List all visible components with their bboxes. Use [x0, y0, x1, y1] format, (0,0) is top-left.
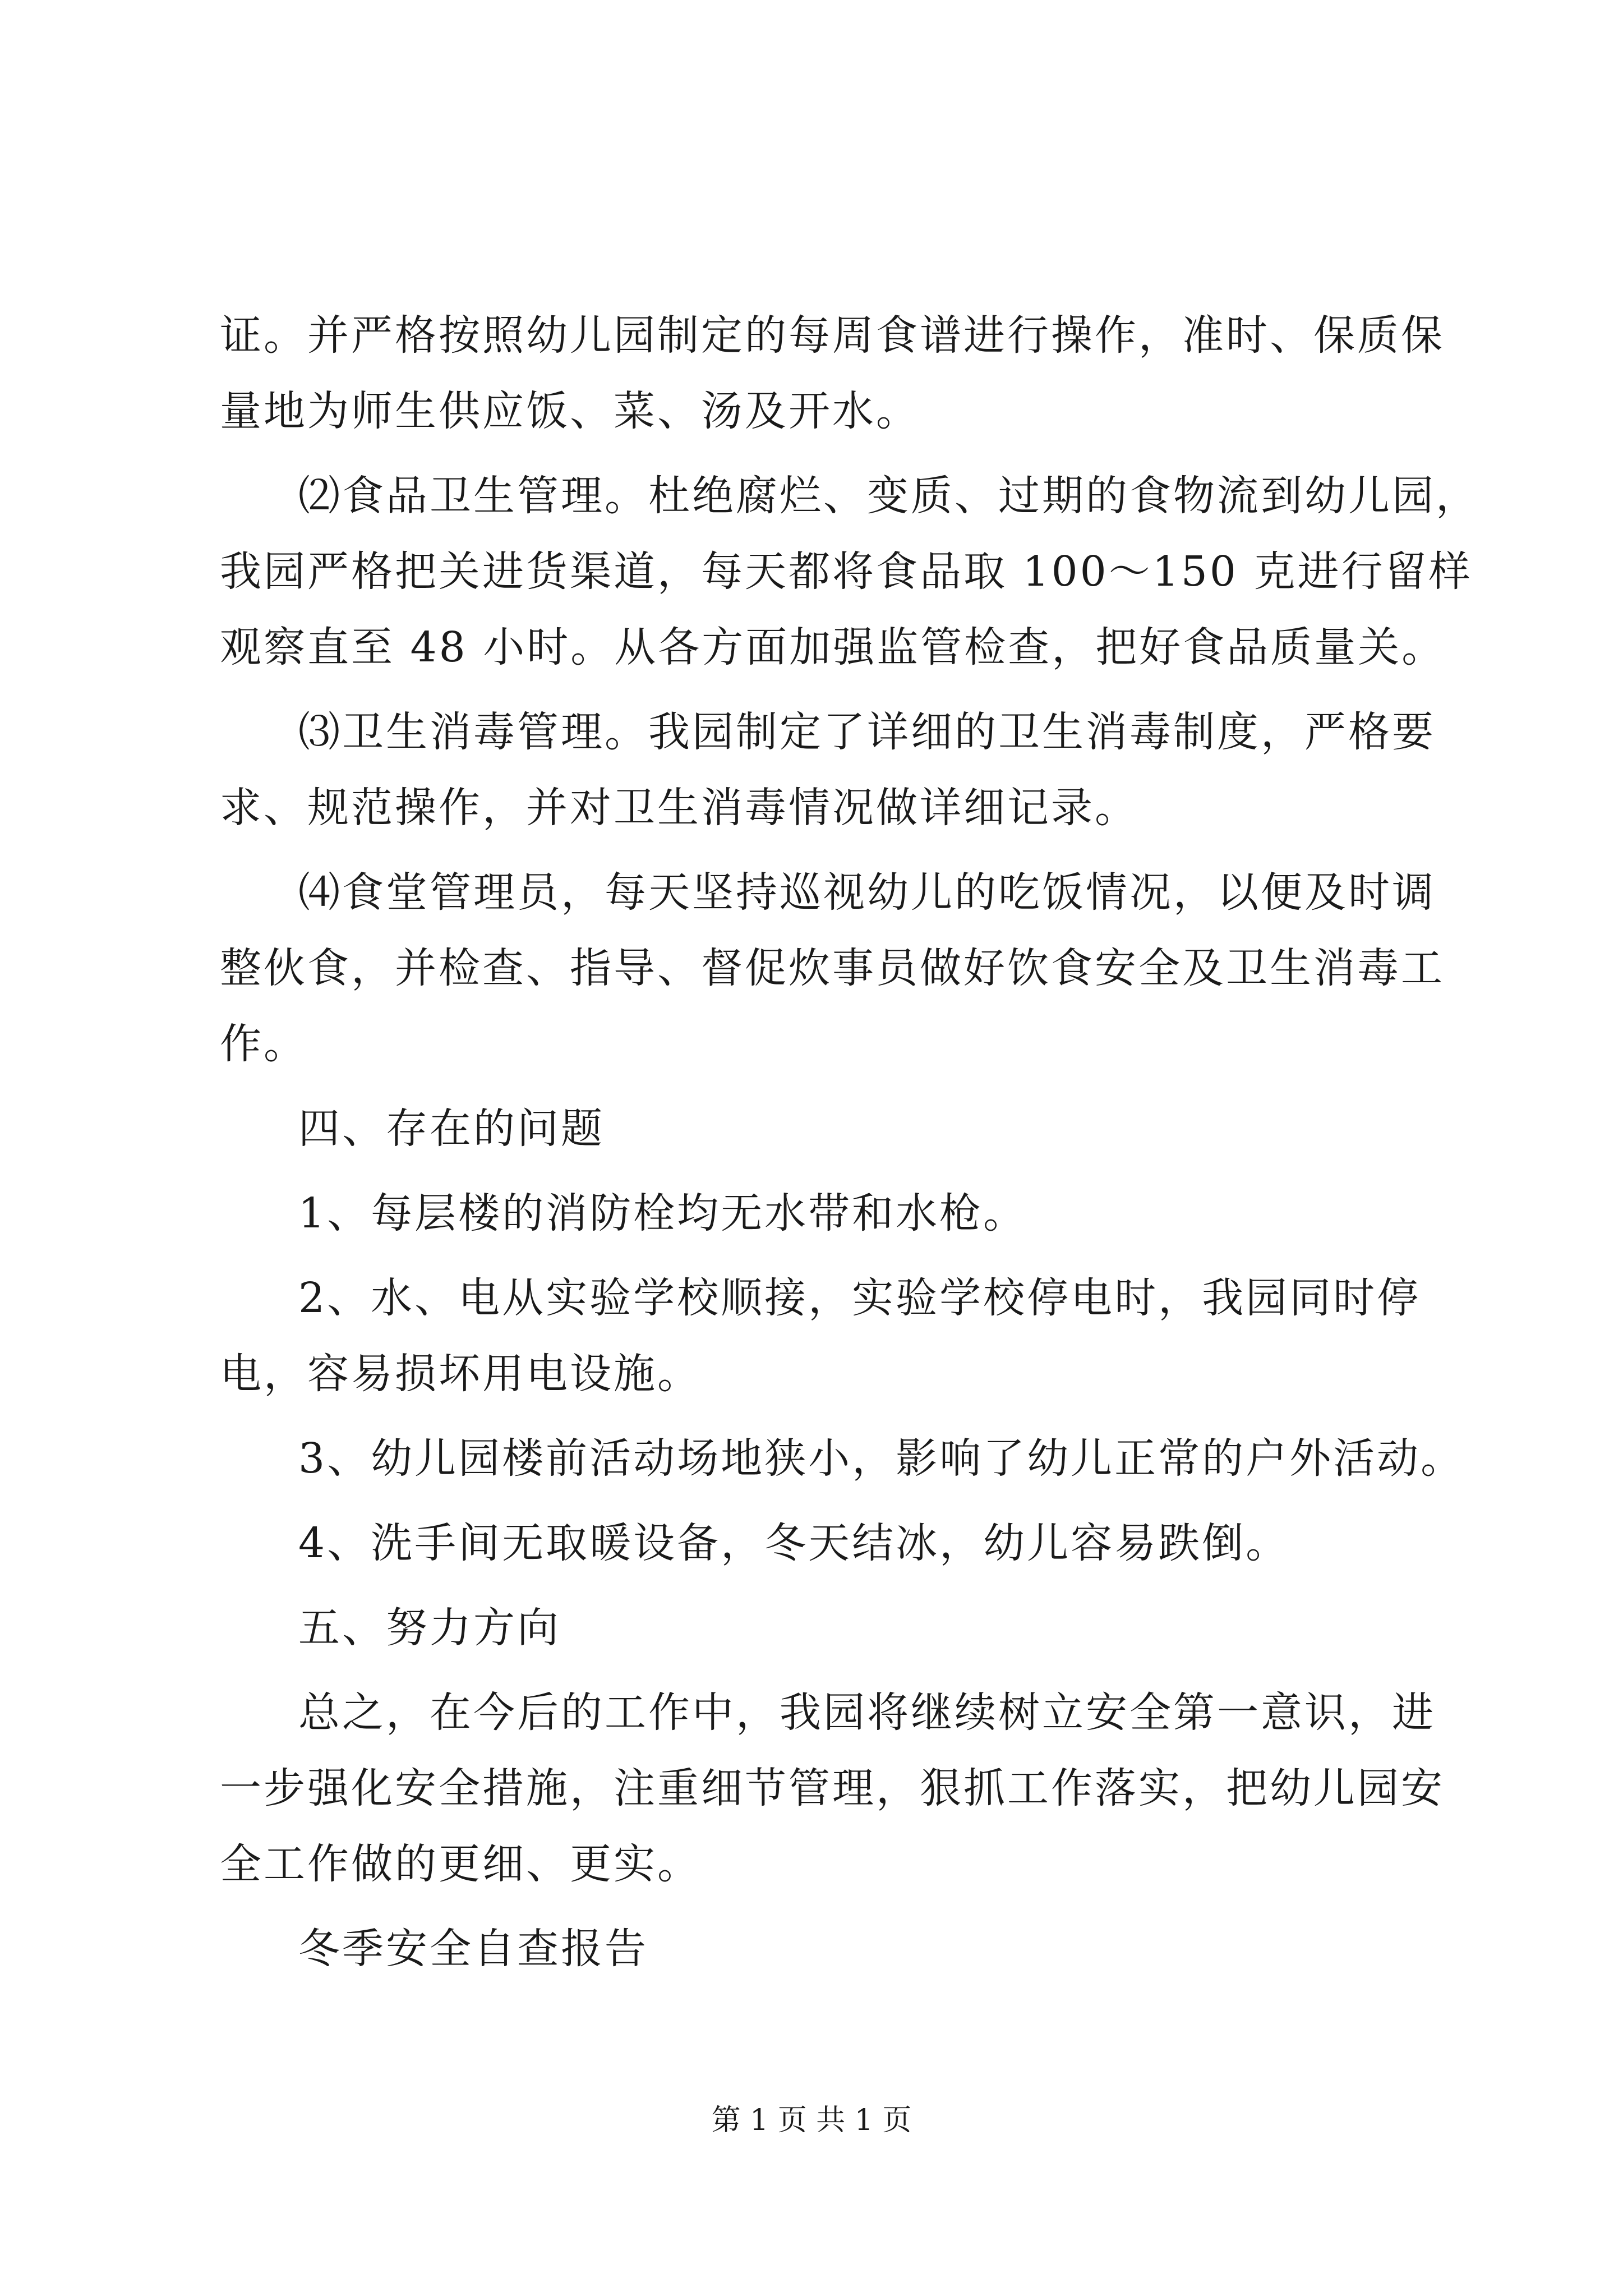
paragraph-line: 总之，在今后的工作中，我园将继续树立安全第一意识，进 [298, 1688, 1436, 1737]
list-item: 3、幼儿园楼前活动场地狭小，影响了幼儿正常的户外活动。 [298, 1434, 1465, 1483]
paragraph-line: 整伙食，并检查、指导、督促炊事员做好饮食安全及卫生消毒工 [220, 944, 1445, 992]
list-item: 1、每层楼的消防栓均无水带和水枪。 [298, 1189, 1027, 1237]
paragraph-line: 观察直至 48 小时。从各方面加强监管检查，把好食品质量关。 [220, 623, 1446, 671]
paragraph-line: 作。 [220, 1020, 307, 1068]
report-title: 冬季安全自查报告 [298, 1925, 648, 1973]
paragraph-line: 全工作做的更细、更实。 [220, 1840, 701, 1888]
list-item: 2、水、电从实验学校顺接，实验学校停电时，我园同时停 [298, 1274, 1421, 1322]
paragraph-line: ⑶卫生消毒管理。我园制定了详细的卫生消毒制度，严格要 [298, 708, 1436, 756]
paragraph-line: 我园严格把关进货渠道，每天都将食品取 100～150 克进行留样 [220, 547, 1473, 596]
paragraph-line: ⑷食堂管理员，每天坚持巡视幼儿的吃饭情况，以便及时调 [298, 868, 1436, 917]
list-item: 4、洗手间无取暖设备，冬天结冰，幼儿容易跌倒。 [298, 1519, 1290, 1567]
paragraph-line: 证。并严格按照幼儿园制定的每周食谱进行操作，准时、保质保 [220, 311, 1445, 360]
paragraph-line: 一步强化安全措施，注重细节管理，狠抓工作落实，把幼儿园安 [220, 1764, 1445, 1812]
paragraph-line: 求、规范操作，并对卫生消毒情况做详细记录。 [220, 784, 1138, 832]
list-item-continuation: 电，容易损坏用电设施。 [220, 1350, 701, 1398]
section-heading: 五、努力方向 [298, 1604, 561, 1652]
page-number-footer: 第 1 页 共 1 页 [711, 2104, 912, 2137]
section-heading: 四、存在的问题 [298, 1105, 605, 1153]
paragraph-line: ⑵食品卫生管理。杜绝腐烂、变质、过期的食物流到幼儿园， [298, 472, 1479, 520]
paragraph-line: 量地为师生供应饭、菜、汤及开水。 [220, 387, 920, 435]
